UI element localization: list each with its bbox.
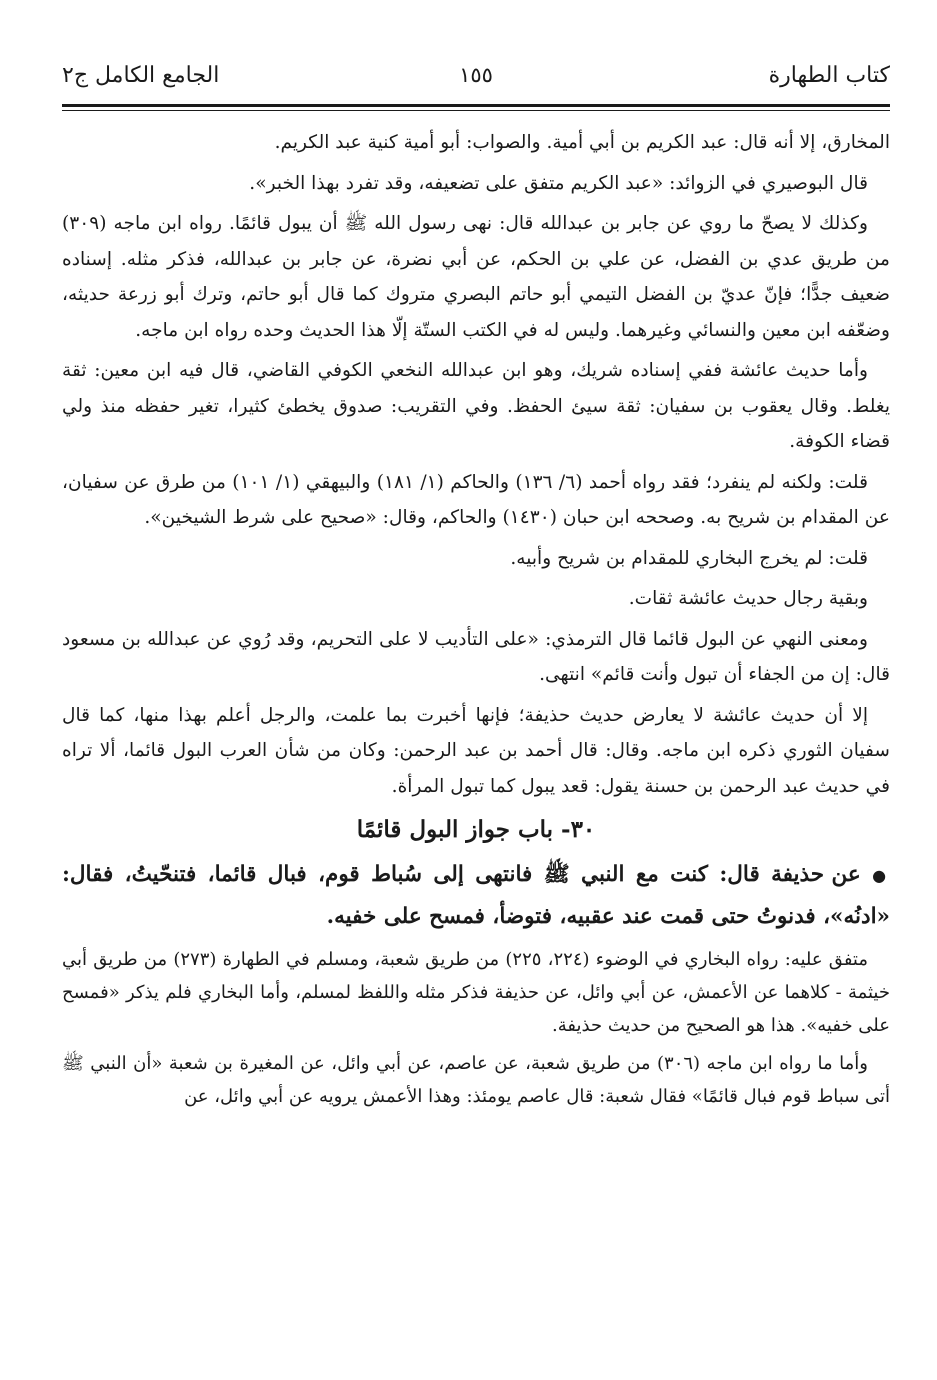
hadith-text — [62, 854, 890, 937]
paragraph: المخارق، إلا أنه قال: عبد الكريم بن أبي أمية. والصواب: أبو أمية كنية عبد الكريم. — [274, 132, 890, 153]
chapter-heading: ٣٠- باب جواز البول قائمًا — [356, 816, 596, 843]
page-body — [62, 125, 890, 1113]
book-page — [62, 50, 890, 1118]
paragraph: قلت: ولكنه لم ينفرد؛ فقد رواه أحمد (٦/ ١٣٦) والحاكم (١/ ١٨١) والبيهقي (١/ ١٠١) من طرق عن سفيان، عن المقدام بن شريح به. وصححه ابن حبان (١٤٣٠) والحاكم، وقال: «صحيح على شرط الشيخين». — [62, 471, 890, 528]
page-header — [62, 50, 890, 100]
book-title: كتاب الطهارة — [768, 62, 890, 88]
takhrij-paragraph: وأما ما رواه ابن ماجه (٣٠٦) من طريق شعبة، عن عاصم، عن أبي وائل، عن المغيرة بن شعبة «أن النبي ﷺ أتى سباط قوم فبال قائمًا» فقال شعبة: قال عاصم يومئذ: وهذا الأعمش يرويه عن أبي وائل، عن — [62, 1053, 890, 1107]
hadith-body: عن حذيفة قال: كنت مع النبي ﷺ فانتهى إلى سُباط قوم، فبال قائما، فتنحّيتُ، فقال: «ادنُه»، فدنوتُ حتى قمت عند عقبيه، فتوضأ، فمسح على خفيه. — [62, 862, 890, 929]
paragraph: ومعنى النهي عن البول قائما قال الترمذي: «على التأديب لا على التحريم، وقد رُوي عن عبدالله بن مسعود قال: إن من الجفاء أن تبول وأنت قائم» انتهى. — [62, 628, 890, 685]
paragraph: قلت: لم يخرج البخاري للمقدام بن شريح وأبيه. — [510, 547, 868, 569]
volume-title: الجامع الكامل ج٢ — [62, 62, 220, 88]
paragraph: وبقية رجال حديث عائشة ثقات. — [628, 588, 868, 609]
takhrij-paragraph: متفق عليه: رواه البخاري في الوضوء (٢٢٤، ٢٢٥) من طريق شعبة، ومسلم في الطهارة (٢٧٣) من طريق أبي خيثمة - كلاهما عن الأعمش، عن أبي وائل، عن حذيفة فذكر مثله واللفظ لمسلم، وأما البخاري فلم يذكر «فمسح على خفيه». هذا هو الصحيح من حديث حذيفة. — [62, 949, 890, 1036]
page-number: ١٥٥ — [459, 63, 493, 87]
paragraph: إلا أن حديث عائشة لا يعارض حديث حذيفة؛ فإنها أخبرت بما علمت، والرجل أعلم بهذا منها، كما قال سفيان الثوري ذكره ابن ماجه. وقال: قال أحمد بن عبد الرحمن: وكان من شأن العرب البول قائما، ألا تراه في حديث عبد الرحمن بن حسنة يقول: قعد يبول كما تبول المرأة. — [62, 704, 890, 797]
header-rule — [62, 104, 890, 111]
paragraph: وكذلك لا يصحّ ما روي عن جابر بن عبدالله قال: نهى رسول الله ﷺ أن يبول قائمًا. رواه ابن ماجه (٣٠٩) من طريق عدي بن الفضل، عن علي بن الحكم، عن أبي نضرة، عن جابر بن عبدالله، فذكر مثله. إسناده ضعيف جدًّا؛ فإنّ عديّ بن الفضل التيمي أبو حاتم البصري متروك كما قال أبو حاتم، وترك أبو زرعة حديثه، وضعّفه ابن معين والنسائي وغيرهما. وليس له في الكتب الستّة إلّا هذا الحديث وحده رواه ابن ماجه. — [62, 213, 890, 341]
paragraph: وأما حديث عائشة ففي إسناده شريك، وهو ابن عبدالله النخعي الكوفي القاضي، قال فيه ابن معين: ثقة يغلط. وقال يعقوب بن سفيان: ثقة سيئ الحفظ. وفي التقريب: صدوق يخطئ كثيرا، تغير حفظه منذ ولي قضاء الكوفة. — [62, 360, 890, 452]
paragraph: قال البوصيري في الزوائد: «عبد الكريم متفق على تضعيفه، وقد تفرد بهذا الخبر». — [249, 172, 868, 194]
bullet-icon: ● — [872, 866, 890, 885]
